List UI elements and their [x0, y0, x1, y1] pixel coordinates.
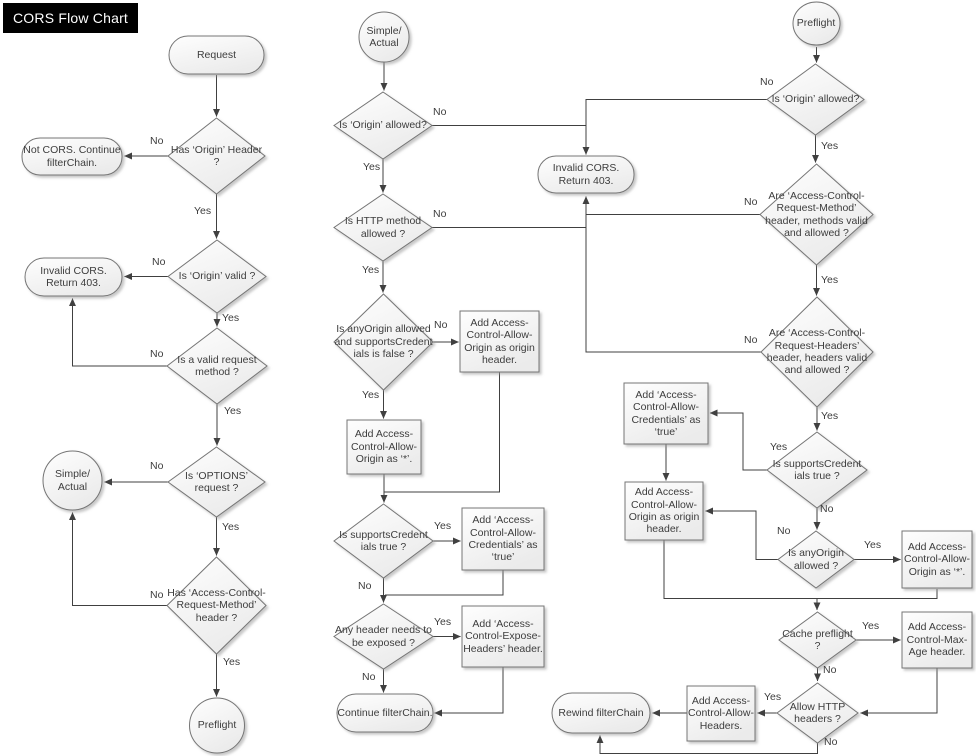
origin-valid-no-label: No — [152, 256, 166, 268]
cache-no-label: No — [823, 664, 837, 676]
rewind-filterchain-label: Rewind filterChain — [558, 706, 644, 719]
valid-method-no-label: No — [150, 348, 164, 360]
origin-allowed2-yes-label: Yes — [363, 161, 381, 173]
acrm3-no-label: No — [744, 196, 758, 208]
any-header-exposed-label: Any header needs to be exposed ? — [335, 624, 432, 649]
supports3-no-label: No — [820, 503, 834, 515]
has-origin-no-label: No — [150, 135, 164, 147]
acrh3-no-label: No — [744, 334, 758, 346]
supports3-yes-label: Yes — [770, 441, 788, 453]
acrm1-yes-label: Yes — [223, 656, 241, 668]
edge-supports3-yes-to-acac3 — [710, 413, 767, 470]
acrh-valid-allowed-label: Are ‘Access-Control-Request-Headers’ header, headers valid and allowed ? — [766, 327, 868, 377]
edge-anyorigin3-no-to-acao-origin3 — [706, 511, 779, 560]
http-method-no-label: No — [433, 208, 447, 220]
continue-filterchain-label: Continue filterChain. — [337, 706, 433, 719]
valid-request-method-label: Is a valid request method ? — [177, 353, 257, 378]
add-acao-star-3-label: Add Access-Control-Allow-Origin as ‘*’. — [904, 540, 970, 578]
acrm3-yes-label: Yes — [821, 274, 839, 286]
supports-credentials-3-label: Is supportsCredent ials true ? — [772, 457, 862, 482]
allowhttp-yes-label: Yes — [764, 691, 782, 703]
supports2-no-label: No — [358, 580, 372, 592]
cache-preflight-label: Cache preflight ? — [782, 627, 853, 652]
has-acrm-header-label: Has ‘Access-Control-Request-Method’ header ? — [167, 586, 266, 624]
not-cors-label: Not CORS. Continue filterChain. — [23, 144, 121, 169]
has-origin-header-label: Has ‘Origin’ Header ? — [170, 143, 263, 168]
acrm-valid-allowed-label: Are ‘Access-Control-Request-Method’ header, methods valid and allowed ? — [765, 189, 868, 239]
anyorigin-no-credentials-label: Is anyOrigin allowed and supportsCredent ials is false ? — [334, 323, 433, 361]
add-acao-origin-2-label: Add Access-Control-Allow-Origin as origin header. — [464, 316, 535, 366]
anyorigin2-no-label: No — [434, 319, 448, 331]
origin-allowed2-no-label: No — [433, 106, 447, 118]
add-acac-true-2-label: Add ‘Access-Control-Allow-Credentials’ as ‘true’ — [468, 514, 538, 564]
origin-valid-yes-label: Yes — [222, 312, 240, 324]
supports2-yes-label: Yes — [434, 520, 452, 532]
edge-maxage-to-allowhttp — [861, 668, 938, 713]
is-origin-allowed-3-label: Is ‘Origin’ allowed? — [771, 93, 860, 106]
add-acac-true-3-label: Add ‘Access-Control-Allow-Credentials’ as ‘true’ — [631, 388, 701, 438]
preflight-3-label: Preflight — [796, 17, 836, 30]
anyorigin3-no-label: No — [777, 525, 791, 537]
options-no-label: No — [150, 460, 164, 472]
anyorigin3-yes-label: Yes — [864, 539, 882, 551]
edge-origin-allowed3-no-to-invalid-top — [586, 100, 767, 155]
is-options-request-label: Is ‘OPTIONS’ request ? — [184, 469, 248, 494]
is-origin-allowed-2-label: Is ‘Origin’ allowed? — [339, 119, 427, 132]
simple-actual-2-label: Simple/ Actual — [366, 24, 402, 49]
anyheader-no-label: No — [362, 671, 376, 683]
anyorigin2-yes-label: Yes — [362, 389, 380, 401]
acrh3-yes-label: Yes — [821, 410, 839, 422]
allowhttp-no-label: No — [824, 736, 838, 748]
add-allow-headers-label: Add Access-Control-Allow-Headers. — [688, 694, 754, 732]
invalid-cors-1-label: Invalid CORS. Return 403. — [40, 264, 107, 289]
chart-title: CORS Flow Chart — [3, 3, 138, 33]
request-label: Request — [196, 48, 237, 61]
is-origin-valid-label: Is ‘Origin’ valid ? — [178, 270, 256, 283]
edge-expose-to-continue — [435, 667, 504, 713]
origin-allowed3-no-label: No — [760, 76, 774, 88]
anyheader-yes-label: Yes — [434, 616, 452, 628]
allow-http-headers-label: Allow HTTP headers ? — [789, 700, 846, 725]
invalid-cors-2-label: Invalid CORS. Return 403. — [552, 162, 620, 187]
add-acao-origin-3-label: Add Access-Control-Allow-Origin as origin header. — [628, 486, 700, 536]
add-max-age-label: Add Access-Control-Max-Age header. — [906, 621, 968, 659]
cache-yes-label: Yes — [862, 620, 880, 632]
preflight-1-label: Preflight — [197, 719, 237, 732]
acrm1-no-label: No — [150, 589, 164, 601]
supports-credentials-2-label: Is supportsCredent ials true ? — [339, 528, 428, 553]
is-http-method-allowed-label: Is HTTP method allowed ? — [344, 215, 422, 240]
edge-acrh3-no-to-invalid-bottom — [586, 197, 761, 353]
origin-allowed3-yes-label: Yes — [821, 140, 839, 152]
is-anyorigin-allowed-3-label: Is anyOrigin allowed ? — [787, 547, 845, 572]
simple-actual-1-label: Simple/ Actual — [54, 468, 90, 493]
has-origin-yes-label: Yes — [194, 205, 212, 217]
valid-method-yes-label: Yes — [224, 405, 242, 417]
http-method-yes-label: Yes — [362, 264, 380, 276]
add-acao-star-2-label: Add Access-Control-Allow-Origin as ‘*’. — [351, 428, 417, 466]
add-expose-headers-label: Add ‘Access-Control-Expose-Headers’ header. — [463, 617, 543, 655]
options-yes-label: Yes — [222, 521, 240, 533]
